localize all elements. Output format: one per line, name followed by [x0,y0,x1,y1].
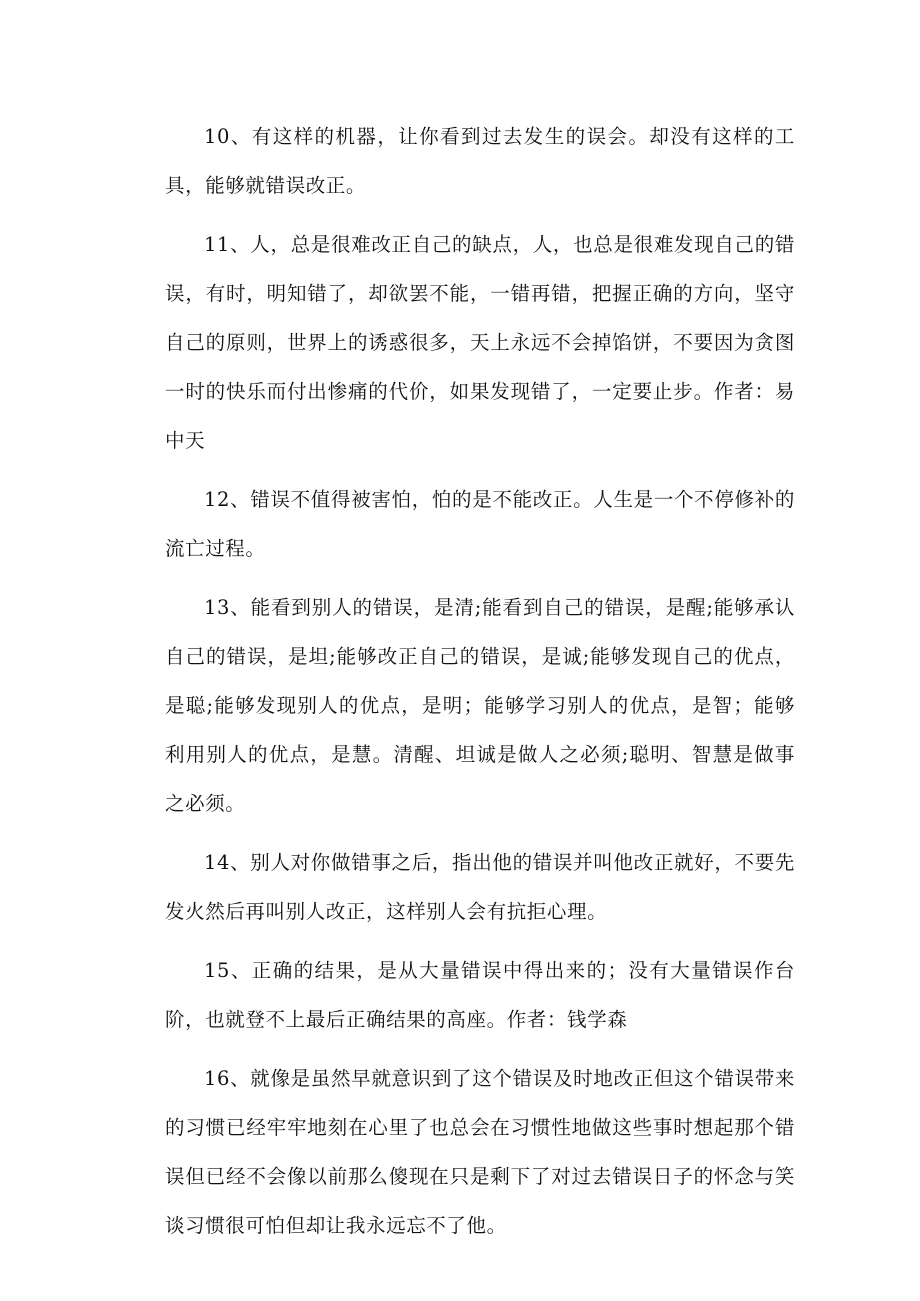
paragraph-15: 15、正确的结果，是从大量错误中得出来的；没有大量错误作台阶，也就登不上最后正确结果的高座。作者：钱学森 [165,959,795,1031]
paragraph-14: 14、别人对你做错事之后，指出他的错误并叫他改正就好，不要先发火然后再叫别人改正，这样别人会有抗拒心理。 [165,851,795,923]
paragraph-12: 12、错误不值得被害怕，怕的是不能改正。人生是一个不停修补的流亡过程。 [165,488,795,560]
paragraph-13: 13、能看到别人的错误，是清;能看到自己的错误，是醒;能够承认自己的错误，是坦;能够改正自己的错误，是诚;能够发现自己的优点，是聪;能够发现别人的优点，是明；能够学习别人的优点，是智；能够利用别人的优点，是慧。清醒、坦诚是做人之必须;聪明、智慧是做事之必须。 [165,596,795,815]
document-body [165,112,795,1260]
paragraph-16: 16、就像是虽然早就意识到了这个错误及时地改正但这个错误带来的习惯已经牢牢地刻在心里了也总会在习惯性地做这些事时想起那个错误但已经不会像以前那么傻现在只是剩下了对过去错误日子的怀念与笑谈习惯很可怕但却让我永远忘不了他。 [165,1067,795,1237]
paragraph-11: 11、人，总是很难改正自己的缺点，人，也总是很难发现自己的错误，有时，明知错了，却欲罢不能，一错再错，把握正确的方向，坚守自己的原则，世界上的诱惑很多，天上永远不会掉馅饼，不要因为贪图一时的快乐而付出惨痛的代价，如果发现错了，一定要止步。作者：易中天 [165,233,795,452]
paragraph-10: 10、有这样的机器，让你看到过去发生的误会。却没有这样的工具，能够就错误改正。 [165,125,795,197]
